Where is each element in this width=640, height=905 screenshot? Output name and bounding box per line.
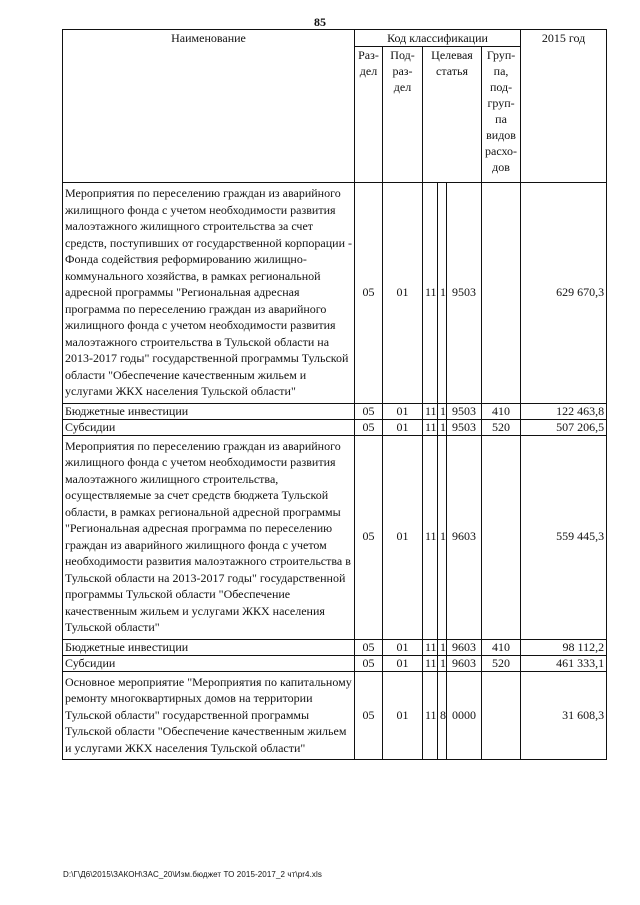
row-target-part1: 11: [423, 419, 438, 435]
row-section: 05: [355, 403, 383, 419]
row-target-part2: 1: [438, 639, 447, 655]
table-row: [63, 435, 607, 639]
row-section: 05: [355, 671, 383, 760]
row-section: 05: [355, 419, 383, 435]
row-target-part3: 9603: [447, 655, 482, 671]
table-row: [63, 183, 607, 404]
row-name: Субсидии: [63, 655, 355, 671]
budget-table: [62, 29, 607, 760]
table-row: [63, 403, 607, 419]
row-target-part3: 9503: [447, 183, 482, 404]
row-name: Субсидии: [63, 419, 355, 435]
row-section: 05: [355, 183, 383, 404]
row-subsection: 01: [383, 639, 423, 655]
row-amount: 122 463,8: [521, 403, 607, 419]
row-name: Бюджетные инвестиции: [63, 639, 355, 655]
row-group: 520: [482, 655, 521, 671]
table-row: [63, 655, 607, 671]
header-year: 2015 год: [521, 30, 607, 183]
row-target-part1: 11: [423, 671, 438, 760]
row-amount: 507 206,5: [521, 419, 607, 435]
table-row: [63, 639, 607, 655]
row-subsection: 01: [383, 671, 423, 760]
page-number: 85: [314, 15, 326, 29]
row-target-part1: 11: [423, 435, 438, 639]
row-group: [482, 435, 521, 639]
row-group: [482, 183, 521, 404]
row-section: 05: [355, 435, 383, 639]
row-group: 520: [482, 419, 521, 435]
row-amount: 559 445,3: [521, 435, 607, 639]
header-target-article: Целевая статья: [423, 47, 482, 183]
row-amount: 461 333,1: [521, 655, 607, 671]
header-section: Раз- дел: [355, 47, 383, 183]
row-name: Мероприятия по переселению граждан из аварийного жилищного фонда с учетом необходимости развития малоэтажного жилищного строительства за счет средств, поступивших от государственной корпорации - Фонда содействия реформированию жилищно-коммунального хозяйства, в рамках региональной адресной программы "Региональная адресная программа по переселению граждан из аварийного жилищного фонда с учетом необходимости развития малоэтажного строительства в Тульской области на 2013-2017 годы" государственной программы Тульской области "Обеспечение качественным жильем и услугами ЖКХ населения Тульской области": [63, 183, 355, 404]
row-name: Мероприятия по переселению граждан из аварийного жилищного фонда с учетом необходимости развития малоэтажного жилищного строительства, осуществляемые за счет средств бюджета Тульской области, в рамках региональной адресной программы "Региональная адресная программа по переселению граждан из аварийного жилищного фонда с учетом необходимости развития малоэтажного строительства в Тульской области на 2013-2017 годы" государственной программы Тульской области "Обеспечение качественным жильем и услугами ЖКХ населения Тульской области": [63, 435, 355, 639]
header-subsection: Под- раз- дел: [383, 47, 423, 183]
row-target-part3: 9603: [447, 435, 482, 639]
row-target-part3: 9503: [447, 403, 482, 419]
row-target-part3: 9503: [447, 419, 482, 435]
row-target-part1: 11: [423, 403, 438, 419]
row-target-part2: 1: [438, 183, 447, 404]
row-group: [482, 671, 521, 760]
row-group: 410: [482, 639, 521, 655]
table-row: [63, 419, 607, 435]
row-amount: 98 112,2: [521, 639, 607, 655]
row-amount: 31 608,3: [521, 671, 607, 760]
header-classification-code: Код классификации: [355, 30, 521, 47]
row-name: Бюджетные инвестиции: [63, 403, 355, 419]
row-section: 05: [355, 639, 383, 655]
row-section: 05: [355, 655, 383, 671]
row-target-part2: 1: [438, 655, 447, 671]
row-subsection: 01: [383, 419, 423, 435]
table-row: [63, 671, 607, 760]
row-subsection: 01: [383, 435, 423, 639]
row-subsection: 01: [383, 655, 423, 671]
row-target-part1: 11: [423, 639, 438, 655]
row-target-part2: 1: [438, 419, 447, 435]
row-target-part3: 0000: [447, 671, 482, 760]
row-name: Основное мероприятие "Мероприятия по капитальному ремонту многоквартирных домов на территории Тульской области" государственной программы Тульской области "Обеспечение качественным жильем и услугами ЖКХ населения Тульской области": [63, 671, 355, 760]
row-group: 410: [482, 403, 521, 419]
header-name: Наименование: [63, 30, 355, 183]
row-subsection: 01: [383, 183, 423, 404]
row-target-part1: 11: [423, 655, 438, 671]
row-subsection: 01: [383, 403, 423, 419]
row-target-part2: 8: [438, 671, 447, 760]
row-target-part1: 11: [423, 183, 438, 404]
row-target-part2: 1: [438, 403, 447, 419]
row-target-part2: 1: [438, 435, 447, 639]
header-expense-group: Груп- па, под- груп- па видов расхо- дов: [482, 47, 521, 183]
row-amount: 629 670,3: [521, 183, 607, 404]
file-path-footer: D:\Г\Д6\2015\ЗАКОН\ЗАС_20\Изм.бюджет ТО 2015-2017_2 чт\pr4.xls: [63, 870, 322, 879]
row-target-part3: 9603: [447, 639, 482, 655]
